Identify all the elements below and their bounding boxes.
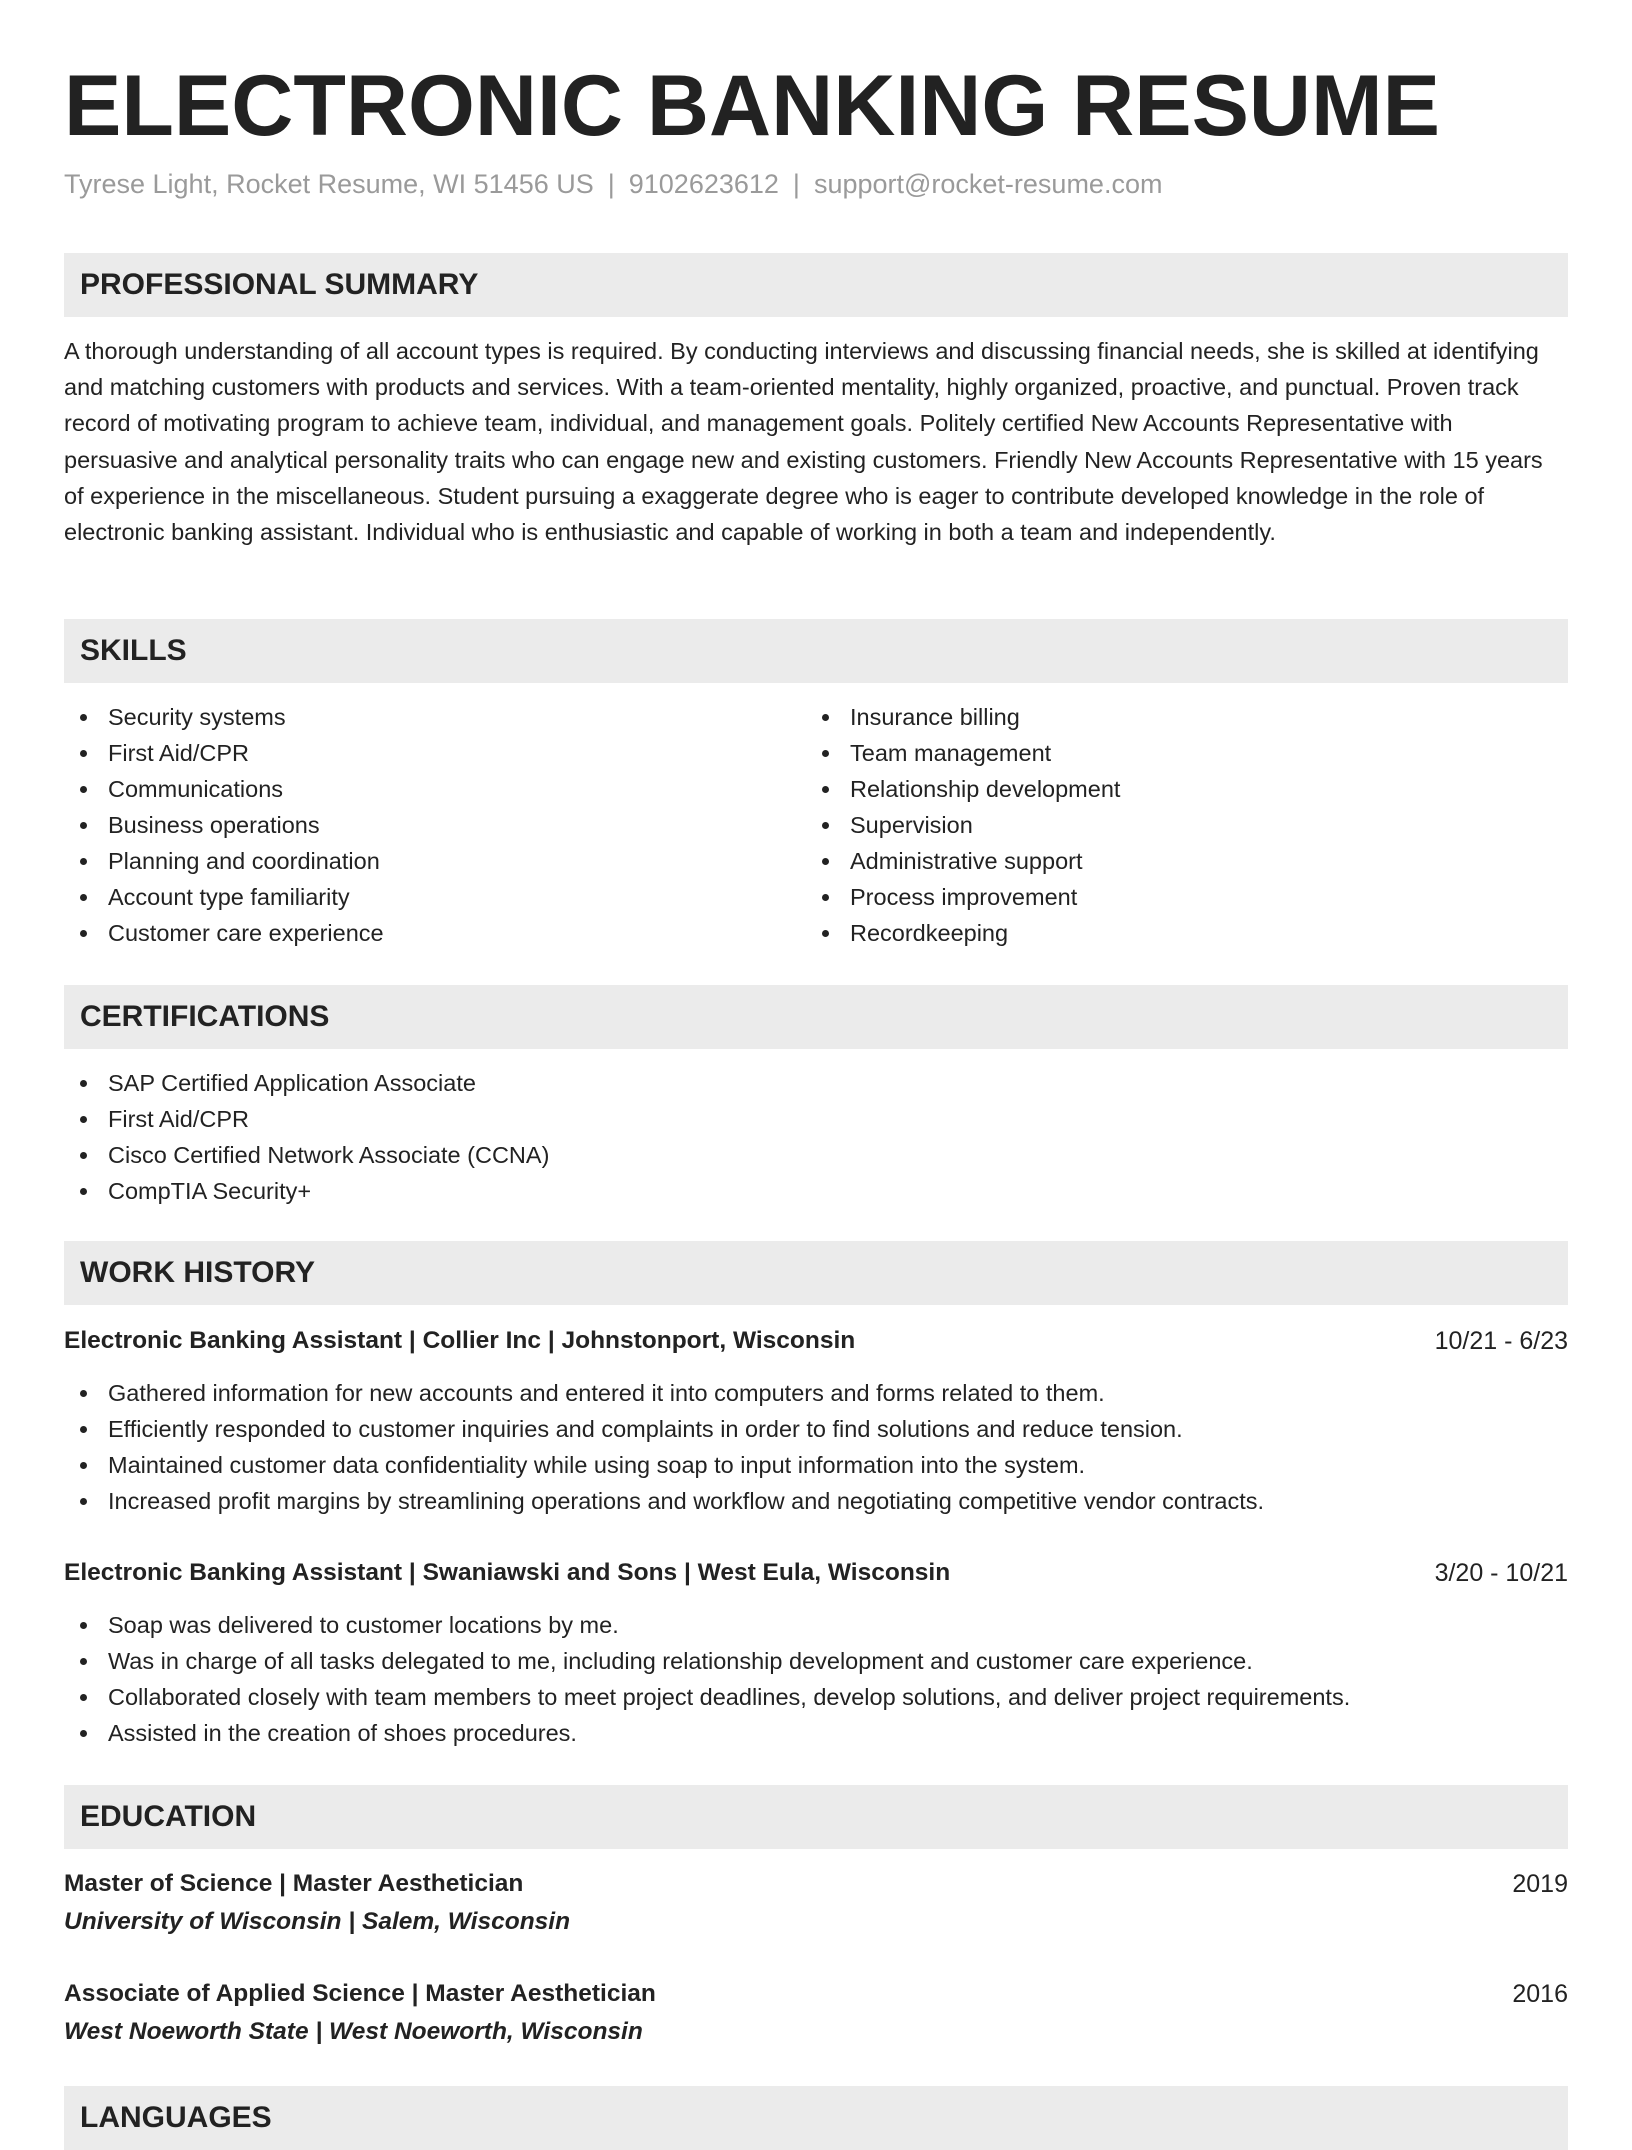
job-bullet: Assisted in the creation of shoes procedures. xyxy=(64,1715,1350,1751)
languages-heading: LANGUAGES xyxy=(64,2086,1568,2150)
contact-email: support@rocket-resume.com xyxy=(813,169,1163,199)
skill-item: Supervision xyxy=(806,807,1120,843)
skill-item: Process improvement xyxy=(806,879,1120,915)
resume-title: ELECTRONIC BANKING RESUME xyxy=(64,58,1441,154)
education-degree: Associate of Applied Science | Master Aesthetician xyxy=(64,1980,656,2007)
job-dates: 3/20 - 10/21 xyxy=(1434,1559,1568,1587)
job-bullet: Maintained customer data confidentiality while using soap to input information into the system. xyxy=(64,1447,1264,1483)
summary-heading: PROFESSIONAL SUMMARY xyxy=(64,253,1568,317)
certification-item: Cisco Certified Network Associate (CCNA) xyxy=(64,1137,549,1173)
job-bullet: Increased profit margins by streamlining operations and workflow and negotiating competitive vendor contracts. xyxy=(64,1483,1264,1519)
contact-separator: | xyxy=(607,169,615,199)
job-bullet: Efficiently responded to customer inquiries and complaints in order to find solutions and reduce tension. xyxy=(64,1411,1264,1447)
skills-list-left xyxy=(64,699,384,951)
skill-item: Customer care experience xyxy=(64,915,384,951)
skill-item: Administrative support xyxy=(806,843,1120,879)
job-bullet: Was in charge of all tasks delegated to me, including relationship development and customer care experience. xyxy=(64,1643,1350,1679)
job-bullets xyxy=(64,1607,1350,1751)
job-bullet: Gathered information for new accounts and entered it into computers and forms related to them. xyxy=(64,1375,1264,1411)
education-heading: EDUCATION xyxy=(64,1785,1568,1849)
certification-item: CompTIA Security+ xyxy=(64,1173,549,1209)
skill-item: First Aid/CPR xyxy=(64,735,384,771)
job-bullet: Collaborated closely with team members to meet project deadlines, develop solutions, and deliver project requirements. xyxy=(64,1679,1350,1715)
education-year: 2019 xyxy=(1512,1870,1568,1898)
skill-item: Team management xyxy=(806,735,1120,771)
contact-separator: | xyxy=(792,169,800,199)
skills-list-right xyxy=(806,699,1120,951)
job-title: Electronic Banking Assistant | Collier Inc | Johnstonport, Wisconsin xyxy=(64,1327,856,1354)
skill-item: Recordkeeping xyxy=(806,915,1120,951)
contact-address: Tyrese Light, Rocket Resume, WI 51456 US xyxy=(64,169,594,199)
skills-heading: SKILLS xyxy=(64,619,1568,683)
education-degree: Master of Science | Master Aesthetician xyxy=(64,1870,524,1897)
job-dates: 10/21 - 6/23 xyxy=(1434,1327,1568,1355)
skill-item: Business operations xyxy=(64,807,384,843)
certifications-list xyxy=(64,1065,549,1209)
education-school: West Noeworth State | West Noeworth, Wisconsin xyxy=(64,2018,643,2045)
contact-line xyxy=(64,166,1162,202)
certifications-heading: CERTIFICATIONS xyxy=(64,985,1568,1049)
skill-item: Security systems xyxy=(64,699,384,735)
certification-item: First Aid/CPR xyxy=(64,1101,549,1137)
job-title: Electronic Banking Assistant | Swaniawski and Sons | West Eula, Wisconsin xyxy=(64,1559,951,1586)
certification-item: SAP Certified Application Associate xyxy=(64,1065,549,1101)
job-bullets xyxy=(64,1375,1264,1519)
education-school: University of Wisconsin | Salem, Wisconsin xyxy=(64,1908,571,1935)
contact-phone: 9102623612 xyxy=(628,169,779,199)
skill-item: Communications xyxy=(64,771,384,807)
education-year: 2016 xyxy=(1512,1980,1568,2008)
work-history-heading: WORK HISTORY xyxy=(64,1241,1568,1305)
skill-item: Planning and coordination xyxy=(64,843,384,879)
job-bullet: Soap was delivered to customer locations by me. xyxy=(64,1607,1350,1643)
skill-item: Insurance billing xyxy=(806,699,1120,735)
skill-item: Relationship development xyxy=(806,771,1120,807)
skill-item: Account type familiarity xyxy=(64,879,384,915)
summary-text: A thorough understanding of all account types is required. By conducting interviews and discussing financial needs, she is skilled at identifying and matching customers with products and services. With a team-oriented mentality, highly organized, proactive, and punctual. Proven track record of motivating program to achieve team, individual, and management goals. Politely certified New Accounts Representative with persuasive and analytical personality traits who can engage new and existing customers. Friendly New Accounts Representative with 15 years of experience in the miscellaneous. Student pursuing a exaggerate degree who is eager to contribute developed knowledge in the role of electronic banking assistant. Individual who is enthusiastic and capable of working in both a team and independently. xyxy=(64,338,1543,546)
